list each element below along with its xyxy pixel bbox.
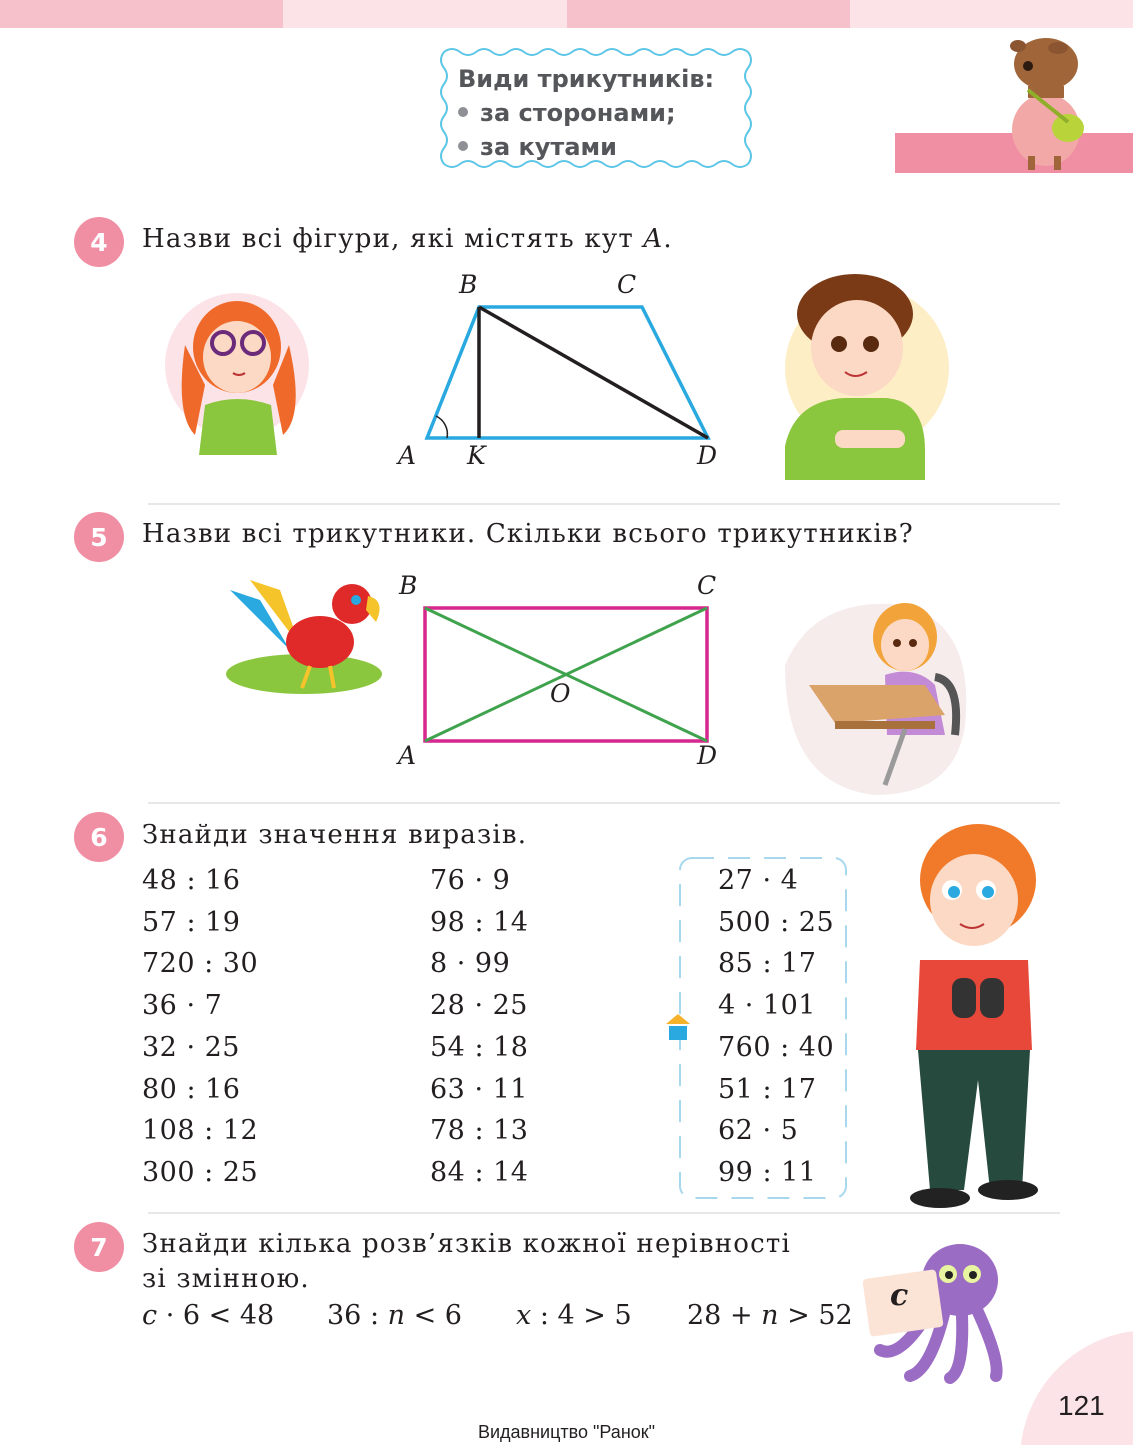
expression: 99 : 11 [718,1156,817,1188]
label-O: O [550,679,571,708]
variable: n [761,1300,779,1331]
expression: 57 : 19 [142,906,241,938]
publisher-footer: Видавництво "Ранок" [477,1422,656,1442]
expression: 51 : 17 [718,1073,817,1105]
expression: 76 · 9 [430,865,511,896]
task-number-5: 5 [74,512,124,562]
top-bar-segment [283,0,567,28]
page-number: 121 [1058,1390,1105,1421]
label-D: D [697,741,718,770]
task-7-text-line1: Знайди кілька розв’язків кожної нерівності [142,1229,791,1259]
label-A: A [398,741,417,770]
house-marker-icon [666,1012,690,1042]
boy-binoculars-illustration [900,820,1050,1212]
expression: 98 : 14 [430,906,529,938]
expression: 62 · 5 [718,1115,799,1147]
task-number-4: 4 [74,217,124,267]
inequality-1: c · 6 < 48 [142,1300,275,1331]
note-title: Види трикутників: [458,65,715,93]
expression: 78 : 13 [430,1115,529,1147]
task-number-7: 7 [74,1222,124,1272]
rectangle-figure [395,570,730,770]
top-bar-segment [0,0,283,28]
task-5-text: Назви всі трикутники. Скільки всього трикутників? [142,519,914,549]
label-B: B [459,270,478,299]
top-bar-segment [850,0,1133,28]
task-number-6: 6 [74,812,124,862]
octopus-illustration [860,1240,1010,1385]
expression: 27 · 4 [718,865,799,896]
variable: x [516,1300,532,1331]
expression: 63 · 11 [430,1073,528,1105]
girl-at-desk-illustration [775,585,975,800]
label-B: B [399,571,418,600]
expression: 500 : 25 [718,906,835,938]
girl-glasses-illustration [165,275,315,455]
capybara-illustration [998,30,1108,172]
expression: 48 : 16 [142,865,241,896]
top-bar-segment [567,0,850,28]
expression: 54 : 18 [430,1031,529,1063]
section-divider [148,802,1060,804]
label-C: C [617,270,637,299]
angle-letter: A [643,224,664,254]
expression: 36 · 7 [142,990,223,1022]
inequality-2: 36 : n < 6 [327,1300,462,1331]
variable: n [387,1300,406,1331]
note-item: за кутами [458,130,714,164]
expression: 760 : 40 [718,1031,835,1063]
card-letter: c [890,1278,909,1313]
expression-column-3 [718,860,834,1194]
section-divider [148,1212,1060,1214]
label-K: K [467,441,486,470]
label-C: C [697,571,717,600]
expression: 720 : 30 [142,948,259,980]
expression: 28 · 25 [430,990,528,1022]
task-6-text: Знайди значення виразів. [142,820,528,850]
label-A: A [398,441,417,470]
trapezoid-figure [395,270,730,470]
note-item: за сторонами; [458,96,714,130]
expression-column-2 [430,860,528,1194]
expression: 85 : 17 [718,948,817,980]
expression: 80 : 16 [142,1073,241,1105]
expression: 108 : 12 [142,1115,259,1147]
expression-column-1 [142,860,258,1194]
task-7-text-line2: зі змінною. [142,1264,310,1294]
task-4-text: Назви всі фігури, які містять кут A. [142,224,673,254]
expression: 32 · 25 [142,1031,240,1063]
curly-boy-illustration [775,270,955,480]
expression: 300 : 25 [142,1156,259,1188]
note-text [458,62,714,164]
expression: 8 · 99 [430,948,511,980]
inequality-3: x : 4 > 5 [516,1300,632,1331]
variable: c [142,1300,158,1331]
expression: 4 · 101 [718,990,816,1022]
label-D: D [697,441,718,470]
expression: 84 : 14 [430,1156,529,1188]
bullet-icon [458,107,468,117]
section-divider [148,503,1060,505]
inequality-4: 28 + n > 52 [687,1300,853,1331]
parrot-illustration [220,570,390,700]
bullet-icon [458,141,468,151]
